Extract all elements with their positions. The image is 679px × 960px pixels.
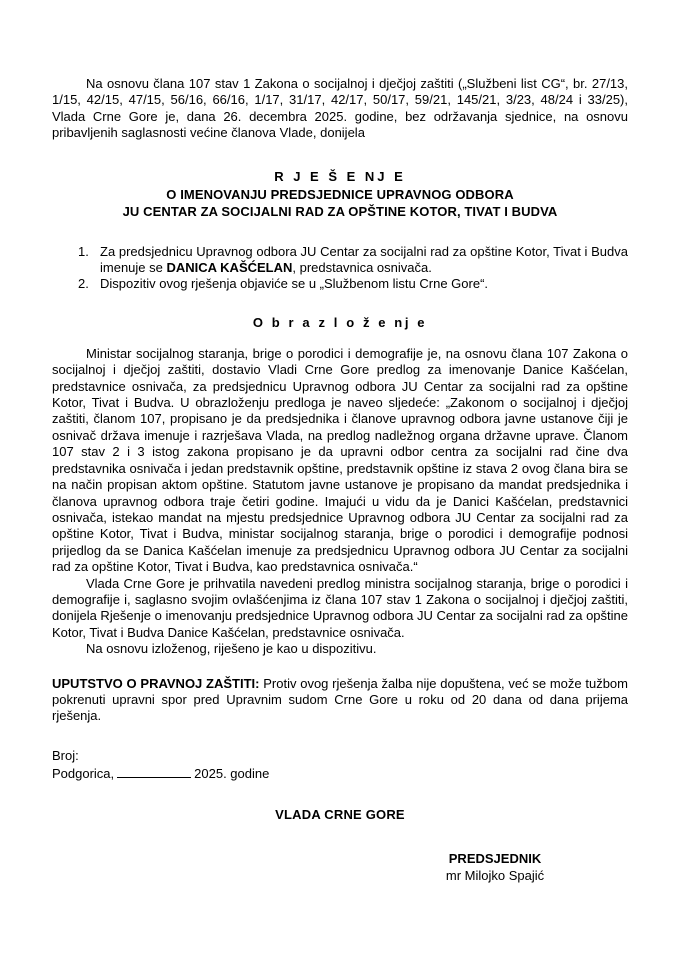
explanation-heading: O b r a z l o ž e nj e bbox=[252, 314, 428, 330]
decree-title-line2: O IMENOVANJU PREDSJEDNICE UPRAVNOG ODBORA bbox=[166, 186, 514, 202]
dispositiv-list bbox=[52, 244, 628, 293]
list-item-text bbox=[100, 244, 628, 277]
decree-title-main: R J E Š E NJ E bbox=[274, 168, 406, 184]
government-name: VLADA CRNE GORE bbox=[275, 806, 405, 822]
preamble-paragraph: Na osnovu člana 107 stav 1 Zakona o socijalnoj i dječjoj zaštiti („Službeni list CG“, br. 27/13, 1/15, 42/15, 47/15, 56/16, 66/16, 1/17, 31/17, 42/17, 50/17, 59/21, 145/21, 3/23, 48/24 i 33/25), Vlada Crne Gore je, dana 26. decembra 2025. godine, bez održavanja sjednice, na osnovu pribavljenih saglasnosti većine članova Vlade, donijela bbox=[52, 76, 628, 141]
list-item-marker: 2. bbox=[78, 276, 89, 292]
document-number-line: Broj: bbox=[52, 747, 79, 763]
explanation-paragraph-1: Ministar socijalnog staranja, brige o porodici i demografije je, na osnovu člana 107 Zakona o socijalnoj i dječjoj zaštiti, dostavio Vladi Crne Gore predlog za imenovanje Danice Kašćelan, predstavnice osnivača, za predsjednicu Upravnog odbora JU Centar za socijalni rad za opštine Kotor, Tivat i Budva. U obrazloženju predloga je naveo sljedeće: „Zakonom o socijalnoj i dječjoj zaštiti, članom 107, propisano je da predsjednika i članove upravnog odbora javne ustanove čiji je osnivač država imenuje i razrješava Vlada, na predlog nadležnog organa državne uprave. Članom 107 stav 2 i 3 istog zakona propisano je da upravni odbor centra za socijalni rad čine dva predstavnika osnivača i jedan predstavnik opštine, predstavnik opštine iz stava 2 ovog člana bira se na način propisan aktom opštine. Statutom javne ustanove je propisano da mandat predsjednika i članova upravnog odbora traje četiri godine. Imajući u vidu da je Danici Kašćelan, predstavnici osnivača, istekao mandat na mjestu predsjednice Upravnog odbora JU Centar za socijalni rad za opštine Kotor, Tivat i Budva, ministar socijalnog staranja, brige o porodici i demografije podnosi prijedlog da se Danica Kašćelan imenuje za predsjednicu Upravnog odbora JU Centar za socijalni rad za opštine Kotor, Tivat i Budva, kao predstavnica osnivača.“ bbox=[52, 345, 628, 575]
explanation-paragraph-2: Vlada Crne Gore je prihvatila navedeni predlog ministra socijalnog staranja, brige o porodici i demografije i, saglasno svojim ovlašćenjima iz člana 107 stav 1 Zakona o socijalnoj i dječjoj zaštiti, donijela Rješenje o imenovanju predsjednice Upravnog odbora JU Centar za socijalni rad za opštine Kotor, Tivat i Budva Danice Kašćelan, predstavnice osnivača. bbox=[52, 575, 628, 640]
place-label: Podgorica, bbox=[52, 765, 115, 781]
decree-title-block bbox=[52, 168, 628, 220]
document-content bbox=[52, 76, 628, 884]
list-item bbox=[52, 276, 628, 292]
list-item-text-after: , predstavnica osnivača. bbox=[292, 260, 432, 276]
legal-notice-paragraph bbox=[52, 676, 628, 725]
explanation-paragraph-3: Na osnovu izloženog, riješeno je kao u dispozitivu. bbox=[86, 641, 377, 657]
place-date-line bbox=[52, 765, 628, 783]
list-item bbox=[52, 244, 628, 277]
footer-block bbox=[52, 747, 628, 783]
list-item-text-before: Za predsjednicu Upravnog odbora JU Centar za socijalni rad za opštine Kotor, Tivat i Budva imenuje se bbox=[100, 243, 628, 276]
date-suffix: 2025. godine bbox=[194, 765, 270, 781]
list-item-marker: 1. bbox=[78, 243, 89, 259]
date-blank-rule bbox=[117, 767, 191, 778]
legal-notice-text: Protiv ovog rješenja žalba nije dopuštena, već se može tužbom pokrenuti upravni spor pred Upravnim sudom Crne Gore u roku od 20 dana od dana prijema rješenja. bbox=[52, 675, 628, 724]
legal-notice-label: UPUTSTVO O PRAVNOJ ZAŠTITI: bbox=[52, 675, 260, 691]
president-name: mr Milojko Spajić bbox=[445, 867, 545, 883]
decree-title-line3: JU CENTAR ZA SOCIJALNI RAD ZA OPŠTINE KOTOR, TIVAT I BUDVA bbox=[122, 203, 558, 219]
appointee-name: DANICA KAŠĆELAN bbox=[166, 260, 293, 276]
president-title: PREDSJEDNIK bbox=[448, 850, 542, 866]
list-item-text: Dispozitiv ovog rješenja objaviće se u „Službenom listu Crne Gore“. bbox=[100, 276, 489, 292]
president-signature-block bbox=[52, 850, 628, 884]
